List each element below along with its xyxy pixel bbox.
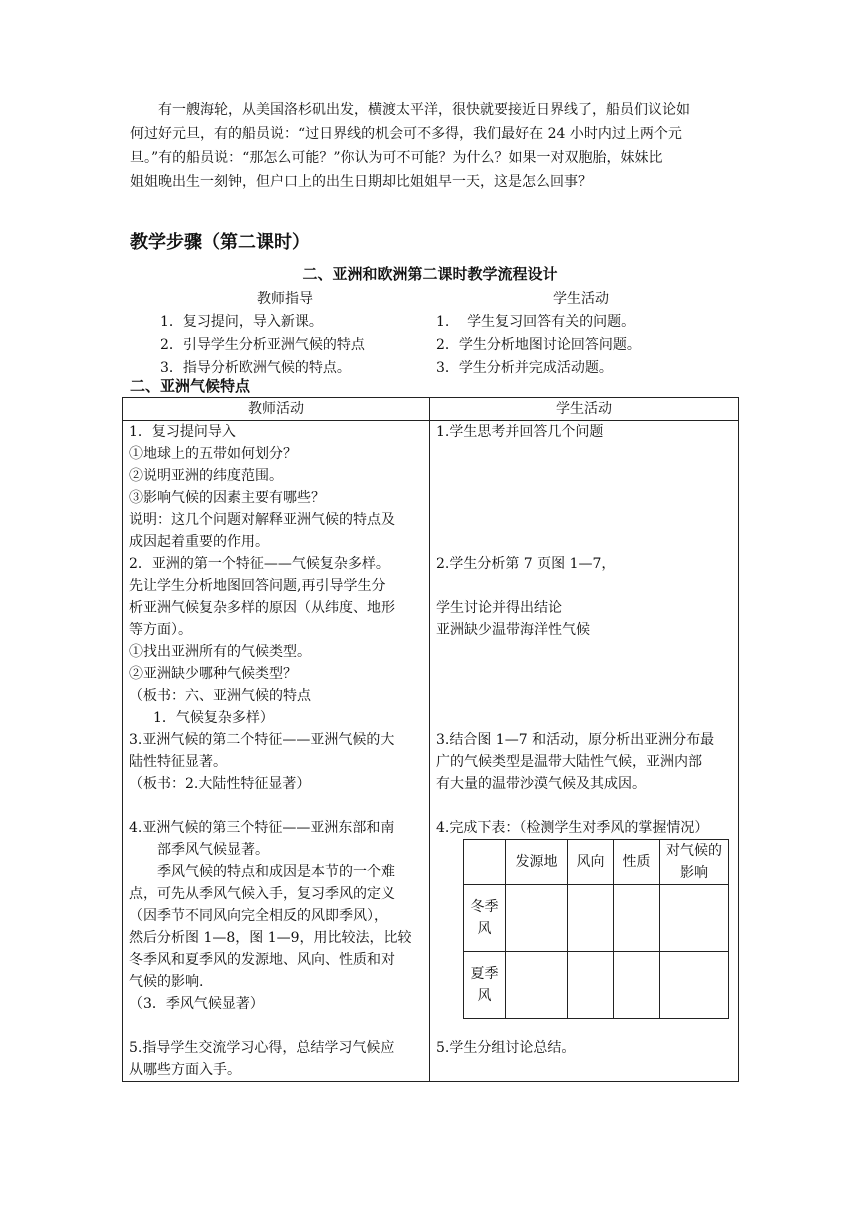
teacher-text: （3．季风气候显著） xyxy=(129,996,264,1012)
teacher-text: 5.指导学生交流学习心得，总结学习气候应 xyxy=(129,1040,395,1056)
spacer xyxy=(129,795,423,817)
teacher-text: ②亚洲缺少哪种气候类型？ xyxy=(129,666,297,682)
student-text: 有大量的温带沙漠气候及其成因。 xyxy=(436,776,646,792)
monsoon-row-label: 夏季风 xyxy=(464,952,506,1019)
monsoon-header-cell: 对气候的影响 xyxy=(660,840,729,885)
teacher-text: 1．复习提问导入 xyxy=(129,424,236,440)
spacer xyxy=(436,487,732,509)
teacher-text: 季风气候的特点和成因是本节的一个难 xyxy=(157,864,395,880)
teacher-text: （板书：2.大陆性特征显著） xyxy=(129,776,311,792)
monsoon-blank-cell xyxy=(660,885,729,952)
student-text: 学生讨论并得出结论 xyxy=(436,600,562,616)
student-text: 2.学生分析第 7 页图 1—7， xyxy=(436,556,616,572)
teacher-text: 2．亚洲的第一个特征——气候复杂多样。 xyxy=(129,556,390,572)
table-row xyxy=(123,421,739,1082)
teacher-text: 部季风气候显著。 xyxy=(157,842,269,858)
teacher-text: 冬季风和夏季风的发源地、风向、性质和对 xyxy=(129,952,395,968)
student-text: 5.学生分组讨论总结。 xyxy=(436,1040,576,1056)
teacher-step: 1．复习提问，导入新课。 xyxy=(160,314,323,330)
spacer xyxy=(129,1015,423,1037)
monsoon-blank-cell xyxy=(568,885,614,952)
student-activity-cell xyxy=(430,421,739,1082)
monsoon-header-row xyxy=(464,840,729,885)
lesson-table xyxy=(122,397,739,1082)
monsoon-blank-cell xyxy=(506,952,568,1019)
heading-teaching-steps: 教学步骤（第二课时） xyxy=(130,232,310,253)
spacer xyxy=(436,531,732,553)
student-text: 3.结合图 1—7 和活动，原分析出亚洲分布最 xyxy=(436,732,715,748)
teacher-text: ①找出亚洲所有的气候类型。 xyxy=(129,644,311,660)
teacher-text: 1．气候复杂多样） xyxy=(153,710,274,726)
monsoon-header-cell xyxy=(464,840,506,885)
spacer xyxy=(436,509,732,531)
teacher-text: 说明：这几个问题对解释亚洲气候的特点及 xyxy=(129,512,395,528)
teacher-step: 3．指导分析欧洲气候的特点。 xyxy=(160,360,351,376)
student-step: 3．学生分析并完成活动题。 xyxy=(436,360,613,376)
col-student-header: 学生活动 xyxy=(430,398,739,421)
monsoon-blank-cell xyxy=(614,952,660,1019)
monsoon-table xyxy=(463,839,729,1019)
teacher-text: 点，可先从季风气候入手，复习季风的定义 xyxy=(129,886,395,902)
intro-line: 姐姐晚出生一刻钟，但户口上的出生日期却比姐姐早一天，这是怎么回事？ xyxy=(130,174,592,190)
spacer xyxy=(436,575,732,597)
teacher-text: 陆性特征显著。 xyxy=(129,754,227,770)
heading-asia-climate: 二、亚洲气候特点 xyxy=(130,377,251,395)
col-teacher-header: 教师活动 xyxy=(123,398,430,421)
spacer xyxy=(436,465,732,487)
teacher-text: 等方面）。 xyxy=(129,622,192,638)
spacer xyxy=(436,795,732,817)
spacer xyxy=(436,707,732,729)
teacher-text: 先让学生分析地图回答问题,再引导学生分 xyxy=(129,578,386,594)
table-header-row xyxy=(123,398,739,421)
monsoon-header-cell: 风向 xyxy=(568,840,614,885)
teacher-text: 3.亚洲气候的第二个特征——亚洲气候的大 xyxy=(129,732,395,748)
spacer xyxy=(436,663,732,685)
teacher-text: 析亚洲气候复杂多样的原因（从纬度、地形 xyxy=(129,600,395,616)
intro-line: 有一艘海轮，从美国洛杉矶出发，横渡太平洋，很快就要接近日界线了，船员们议论如 xyxy=(158,102,690,118)
monsoon-blank-cell xyxy=(660,952,729,1019)
monsoon-row-summer xyxy=(464,952,729,1019)
student-step: 1. 学生复习回答有关的问题。 xyxy=(436,314,636,330)
spacer xyxy=(436,443,732,465)
monsoon-header-cell: 性质 xyxy=(614,840,660,885)
teacher-text: 4.亚洲气候的第三个特征——亚洲东部和南 xyxy=(129,820,395,836)
monsoon-row-winter xyxy=(464,885,729,952)
teacher-step: 2．引导学生分析亚洲气候的特点 xyxy=(160,337,365,353)
teacher-text: ①地球上的五带如何划分？ xyxy=(129,446,297,462)
teacher-text: 然后分析图 1—8，图 1—9，用比较法，比较 xyxy=(129,930,412,946)
spacer xyxy=(436,685,732,707)
teacher-guidance-column xyxy=(150,288,420,380)
teacher-text: 成因起着重要的作用。 xyxy=(129,534,269,550)
teacher-guidance-heading: 教师指导 xyxy=(257,291,313,307)
spacer xyxy=(436,1019,732,1037)
monsoon-blank-cell xyxy=(568,952,614,1019)
intro-paragraph xyxy=(130,98,740,194)
student-text: 4.完成下表：（检测学生对季风的掌握情况） xyxy=(436,820,709,836)
teacher-text: （因季节不同风向完全相反的风即季风）， xyxy=(129,908,388,924)
teacher-text: 气候的影响. xyxy=(129,974,204,990)
monsoon-header-cell: 发源地 xyxy=(506,840,568,885)
student-activity-column xyxy=(436,288,726,380)
intro-line: 旦。”有的船员说：“那怎么可能？”你认为可不可能？为什么？如果一对双胞胎，妹妹比 xyxy=(130,150,663,166)
flow-title: 二、亚洲和欧洲第二课时教学流程设计 xyxy=(302,265,558,283)
spacer xyxy=(436,641,732,663)
student-text: 1.学生思考并回答几个问题 xyxy=(436,424,604,440)
student-step: 2．学生分析地图讨论回答问题。 xyxy=(436,337,641,353)
teacher-activity-cell xyxy=(123,421,430,1082)
student-activity-heading: 学生活动 xyxy=(553,291,609,307)
teacher-text: 从哪些方面入手。 xyxy=(129,1062,241,1078)
intro-line: 何过好元旦，有的船员说：“过日界线的机会可不多得，我们最好在 24 小时内过上两个元 xyxy=(130,126,682,142)
teacher-text: （板书：六、亚洲气候的特点 xyxy=(129,688,311,704)
monsoon-row-label: 冬季风 xyxy=(464,885,506,952)
teacher-text: ③影响气候的因素主要有哪些？ xyxy=(129,490,325,506)
student-text: 亚洲缺少温带海洋性气候 xyxy=(436,622,590,638)
monsoon-blank-cell xyxy=(614,885,660,952)
monsoon-blank-cell xyxy=(506,885,568,952)
teacher-text: ②说明亚洲的纬度范围。 xyxy=(129,468,283,484)
student-text: 广的气候类型是温带大陆性气候，亚洲内部 xyxy=(436,754,702,770)
